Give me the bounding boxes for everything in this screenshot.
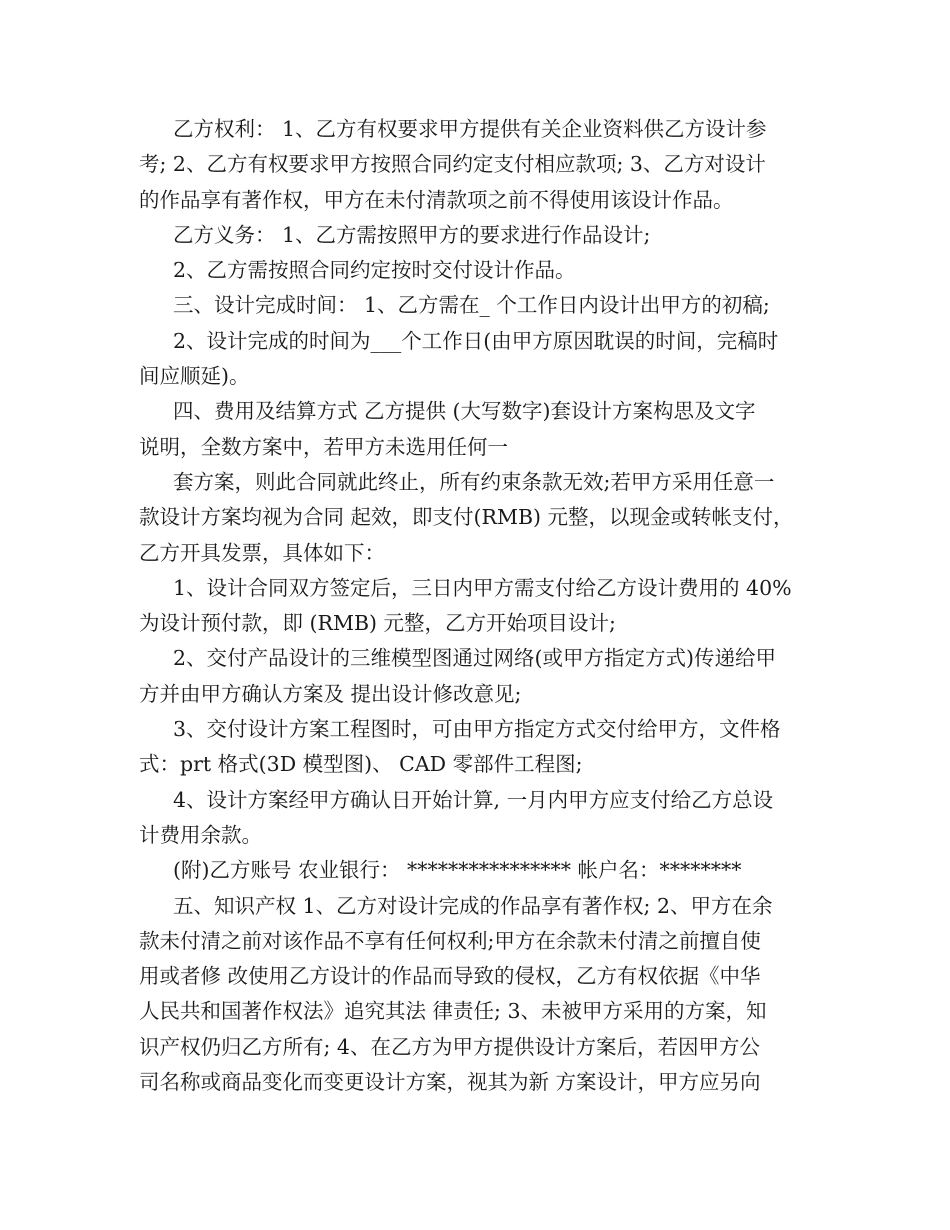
text-line: 间应顺延)。	[139, 364, 250, 389]
text-line: 司名称或商品变化而变更设计方案，视其为新 方案设计，甲方应另向	[139, 1070, 761, 1095]
text-line: 用或者修 改使用乙方设计的作品而导致的侵权，乙方有权依据《中华	[139, 964, 761, 989]
text-line: 考; 2、乙方有权要求甲方按照合同约定支付相应款项; 3、乙方对设计	[139, 152, 766, 177]
text-line: 2、设计完成的时间为___个工作日(由甲方原因耽误的时间，完稿时	[173, 328, 779, 353]
text-line: 的作品享有著作权，甲方在未付清款项之前不得使用该设计作品。	[139, 187, 734, 212]
text-line: 1、设计合同双方签定后，三日内甲方需支付给乙方设计费用的 40%	[173, 575, 792, 600]
text-line: 三、设计完成时间： 1、乙方需在_ 个工作日内设计出甲方的初稿;	[173, 293, 770, 318]
text-line: 4、设计方案经甲方确认日开始计算, 一月内甲方应支付给乙方总设	[173, 787, 774, 812]
text-line: (附)乙方账号 农业银行： **************** 帐户名：********	[173, 858, 742, 883]
text-line: 款设计方案均视为合同 起效，即支付(RMB) 元整，以现金或转帐支付，	[139, 505, 794, 530]
text-line: 乙方权利： 1、乙方有权要求甲方提供有关企业资料供乙方设计参	[173, 117, 767, 141]
text-line: 计费用余款。	[139, 822, 262, 847]
document-body	[139, 112, 819, 1100]
text-line: 识产权仍归乙方所有; 4、在乙方为甲方提供设计方案后，若因甲方公	[139, 1034, 760, 1059]
text-line: 为设计预付款，即 (RMB) 元整，乙方开始项目设计;	[139, 611, 616, 636]
text-line: 套方案，则此合同就此终止，所有约束条款无效;若甲方采用任意一	[173, 469, 775, 494]
text-line: 方并由甲方确认方案及 提出设计修改意见;	[139, 681, 522, 706]
text-line: 人民共和国著作权法》追究其法 律责任; 3、未被甲方采用的方案，知	[139, 999, 767, 1024]
text-line: 四、费用及结算方式 乙方提供 (大写数字)套设计方案构思及文字	[173, 399, 756, 424]
text-line: 五、知识产权 1、乙方对设计完成的作品享有著作权; 2、甲方在余	[173, 893, 773, 918]
text-line: 2、交付产品设计的三维模型图通过网络(或甲方指定方式)传递给甲	[173, 646, 777, 671]
text-line: 乙方义务： 1、乙方需按照甲方的要求进行作品设计;	[173, 222, 651, 247]
text-line: 式：prt 格式(3D 模型图)、 CAD 零部件工程图;	[139, 752, 583, 777]
text-line: 3、交付设计方案工程图时，可由甲方指定方式交付给甲方，文件格	[173, 717, 781, 742]
text-line: 2、乙方需按照合同约定按时交付设计作品。	[173, 258, 576, 283]
text-line: 说明，全数方案中，若甲方未选用任何一	[139, 434, 508, 459]
text-line: 款未付清之前对该作品不享有任何权利;甲方在余款未付清之前擅自使	[139, 928, 761, 953]
text-line: 乙方开具发票，具体如下：	[139, 540, 385, 565]
